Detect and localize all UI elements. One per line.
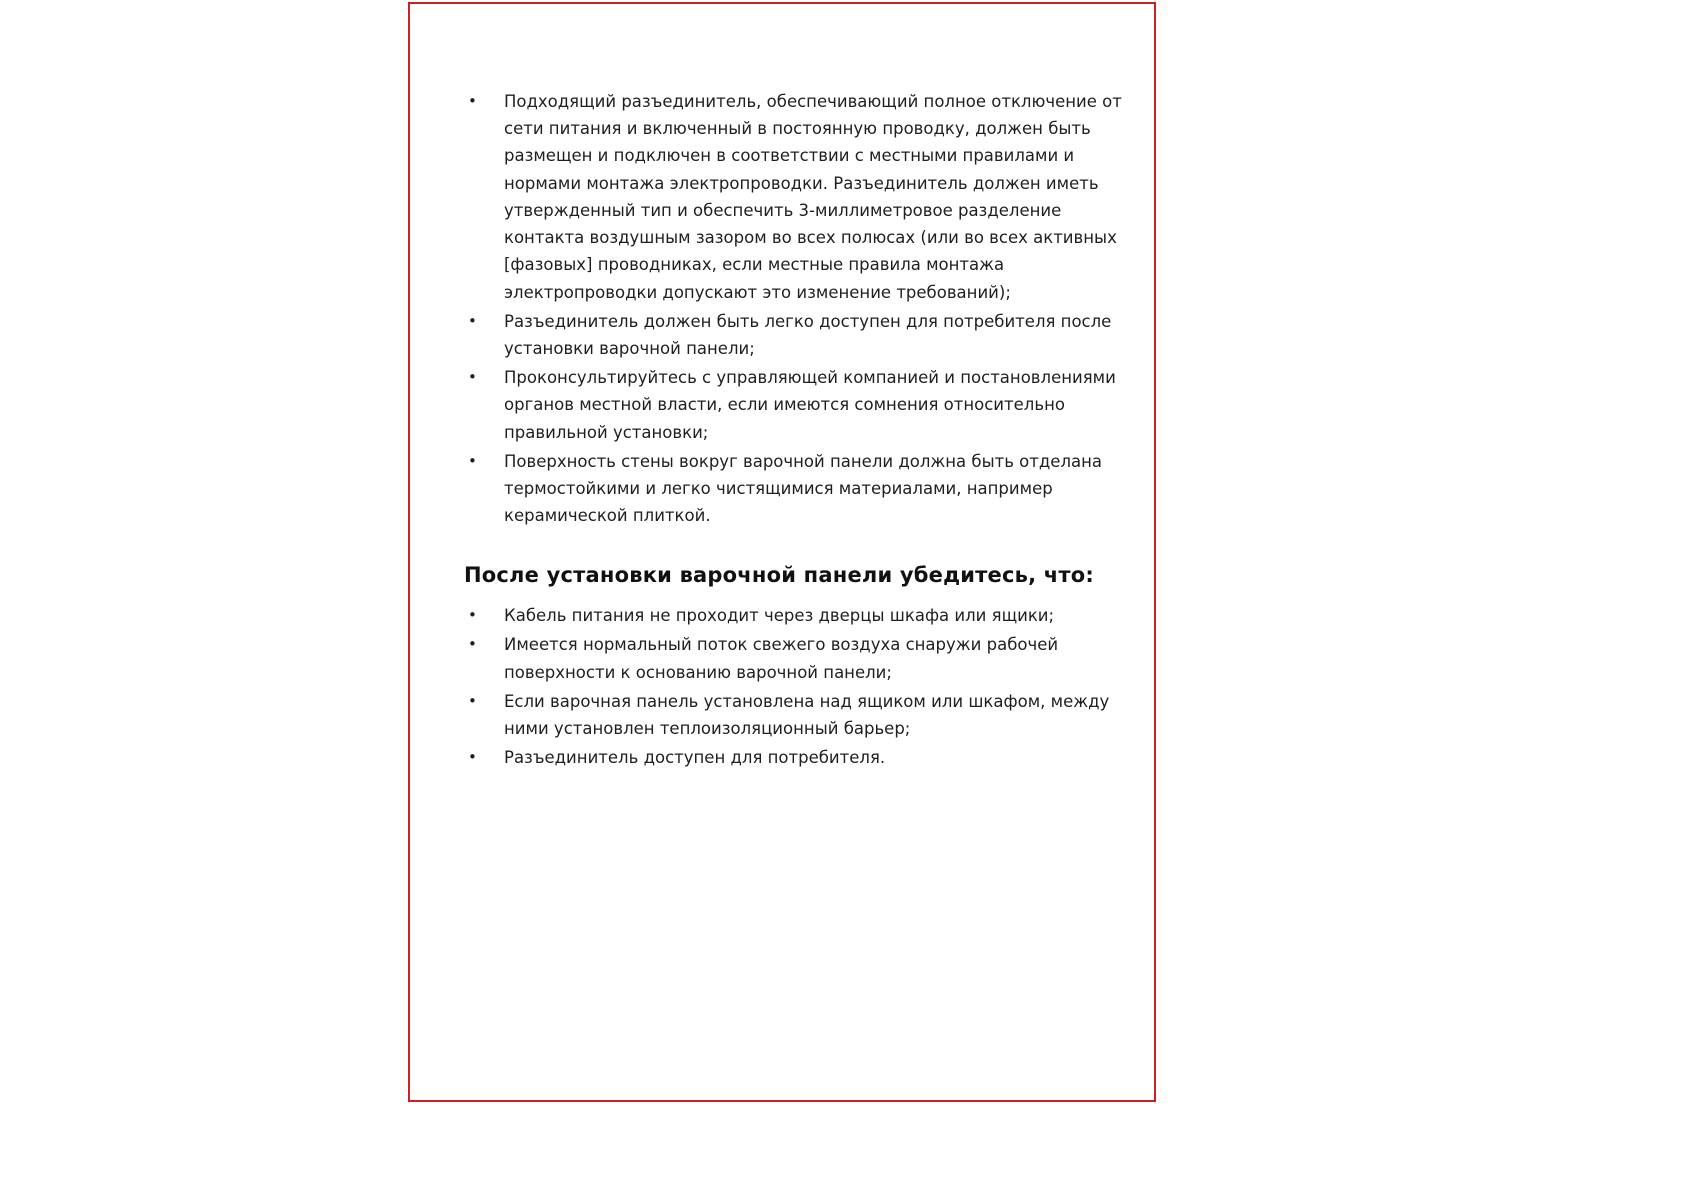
bullet-text: Подходящий разъединитель, обеспечивающий полное отключение от сети питания и включенный в постоянную проводку, должен быть размещен и подключен в соответствии с местными правилами и нормами монтажа электропроводки. Разъединитель должен иметь утвержденный тип и обеспечить 3-миллиметровое разделение контакта воздушным зазором во всех полюсах (или во всех активных [фазовых] проводниках, если местные правила монтажа электропроводки допускают это изменение требований); [504,92,1122,302]
list-item [464,448,1124,530]
bullet-marker: • [468,691,477,710]
bullet-marker: • [468,311,477,330]
list-item [464,744,1124,771]
section-heading: После установки варочной панели убедитесь, что: [464,562,1095,587]
list-item [464,602,1124,629]
bullet-text: Если варочная панель установлена над ящиком или шкафом, между ними установлен теплоизоляционный барьер; [504,691,1110,739]
list-item [464,308,1124,362]
intro-bullet-list [464,88,1124,306]
bullet-text: Разъединитель доступен для потребителя. [504,748,886,768]
bullet-marker: • [468,635,477,654]
page-content [410,4,1154,771]
bullet-marker: • [468,368,477,387]
bullet-text: Поверхность стены вокруг варочной панели должна быть отделана термостойкими и легко чистящимися материалами, например керамической плиткой. [504,451,1103,526]
list-item [464,364,1124,446]
bullet-marker: • [468,748,477,767]
bullet-text: Имеется нормальный поток свежего воздуха снаружи рабочей поверхности к основанию варочной панели; [504,635,1059,682]
list-item [464,631,1124,685]
bullet-text: Кабель питания не проходит через дверцы шкафа или ящики; [504,606,1055,626]
list-item [464,88,1124,306]
bullet-marker: • [468,92,477,110]
requirements-bullet-list [464,308,1124,530]
page-border [408,2,1156,1102]
bullet-marker: • [468,451,477,470]
bullet-marker: • [468,606,477,625]
bullet-text: Проконсультируйтесь с управляющей компанией и постановлениями органов местной власти, если имеются сомнения относительно правильной установки; [504,368,1116,442]
checklist-bullet-list [464,602,1124,771]
list-item [464,688,1124,742]
bullet-text: Разъединитель должен быть легко доступен для потребителя после установки варочной панели; [504,311,1112,358]
